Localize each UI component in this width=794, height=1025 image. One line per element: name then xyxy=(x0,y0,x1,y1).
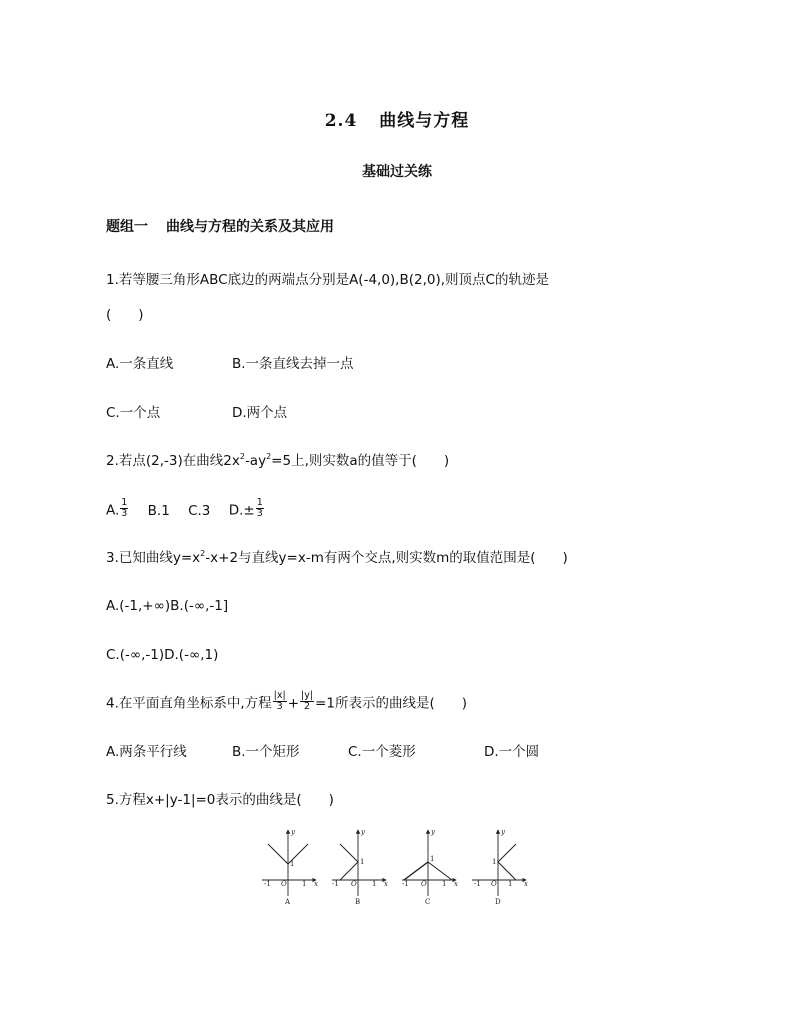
q2-option-c: C.3 xyxy=(188,502,211,519)
x-axis-label: x xyxy=(314,880,318,888)
q4-stem-part: =1所表示的曲线是( ) xyxy=(315,695,467,712)
q2-option-d-label: D.± xyxy=(228,502,255,519)
graph-option-label: B xyxy=(355,898,361,906)
x-tick-label: 1 xyxy=(372,880,377,888)
fraction-numerator: 1 xyxy=(121,497,128,508)
q4-option-d: D.一个圆 xyxy=(484,744,540,760)
q2-stem xyxy=(106,451,449,471)
origin-label: O xyxy=(351,880,357,888)
exercise-subtitle: 基础过关练 xyxy=(362,164,432,180)
q1-option-c: C.一个点 xyxy=(106,405,161,421)
y-tick-label: 1 xyxy=(430,855,435,863)
fraction-denominator: 3 xyxy=(121,508,128,519)
q1-stem: 1.若等腰三角形ABC底边的两端点分别是A(-4,0),B(2,0),则顶点C的轨迹是 xyxy=(106,272,549,288)
q2-stem-part: 2.若点(2,-3)在曲线2x xyxy=(106,453,240,469)
q5-graphs-svg xyxy=(258,824,536,906)
q2-option-d-fraction xyxy=(256,498,264,519)
curve-segment xyxy=(404,862,428,880)
graph-option-label: C xyxy=(425,898,431,906)
x-tick-label: 1 xyxy=(442,880,447,888)
q1-options-row-2 xyxy=(106,403,287,423)
q3-option-c: C.(-∞,-1) xyxy=(106,647,165,663)
x-tick-label: -1 xyxy=(264,880,271,888)
question-group-heading xyxy=(106,216,334,236)
y-axis-label: y xyxy=(501,828,505,836)
graph-d xyxy=(472,828,528,906)
curve xyxy=(340,844,358,880)
q2-exponent: 2 xyxy=(266,452,272,461)
q2-options xyxy=(106,497,265,521)
q3-stem xyxy=(106,548,568,568)
x-axis-label: x xyxy=(454,880,458,888)
x-tick-label: -1 xyxy=(332,880,339,888)
fraction-denominator: 2 xyxy=(304,701,311,712)
q2-option-a-label: A. xyxy=(106,502,120,519)
x-tick-label: 1 xyxy=(302,880,307,888)
fraction-numerator: 1 xyxy=(256,497,263,508)
x-axis-label: x xyxy=(384,880,388,888)
fraction-numerator: |x| xyxy=(273,690,286,701)
q3-options-row-2 xyxy=(106,645,218,665)
y-axis-label: y xyxy=(431,828,435,836)
y-tick-label: 1 xyxy=(360,858,365,866)
q3-option-a: A.(-1,+∞) xyxy=(106,598,171,614)
q3-stem-part: -x+2与直线y=x-m有两个交点,则实数m的取值范围是( ) xyxy=(205,550,568,566)
q2-stem-part: =5上,则实数a的值等于( ) xyxy=(271,453,450,469)
fraction-numerator: |y| xyxy=(301,690,314,701)
q4-fraction-y xyxy=(300,691,314,712)
graph-b xyxy=(332,828,388,906)
x-axis-label: x xyxy=(524,880,528,888)
x-tick-label: -1 xyxy=(402,880,409,888)
q1-option-a: A.一条直线 xyxy=(106,356,174,372)
plus-sign: + xyxy=(287,695,300,712)
graph-option-label: D xyxy=(495,898,501,906)
x-tick-label: 1 xyxy=(508,880,513,888)
graph-option-label: A xyxy=(285,898,291,906)
origin-label: O xyxy=(491,880,497,888)
group-label: 题组一 xyxy=(106,219,148,235)
q3-exponent: 2 xyxy=(200,549,206,558)
q2-option-a xyxy=(106,497,129,521)
q1-options-row-1 xyxy=(106,354,354,374)
fraction-denominator: 3 xyxy=(276,701,283,712)
section-title xyxy=(0,106,794,131)
y-tick-label: 1 xyxy=(290,860,295,868)
q2-exponent: 2 xyxy=(239,452,245,461)
section-title-text: 曲线与方程 xyxy=(379,111,470,131)
q4-fraction-x xyxy=(273,691,287,712)
q3-option-d: D.(-∞,1) xyxy=(164,647,219,663)
group-title: 曲线与方程的关系及其应用 xyxy=(166,219,334,235)
graph-c xyxy=(402,828,458,906)
q4-option-b: B.一个矩形 xyxy=(232,744,300,760)
q5-graph-options xyxy=(258,824,536,906)
q2-option-a-fraction xyxy=(120,498,128,519)
y-axis-label: y xyxy=(361,828,365,836)
q4-option-a: A.两条平行线 xyxy=(106,744,187,760)
q2-stem-part: -ay xyxy=(244,453,267,469)
y-tick-label: 1 xyxy=(492,858,497,866)
q1-answer-paren: ( ) xyxy=(106,307,144,323)
q2-option-b: B.1 xyxy=(147,502,170,519)
q1-option-d: D.两个点 xyxy=(232,405,288,421)
q4-options xyxy=(106,742,539,762)
q5-stem: 5.方程x+|y-1|=0表示的曲线是( ) xyxy=(106,792,334,808)
q4-option-c: C.一个菱形 xyxy=(348,744,416,760)
q3-stem-part: 3.已知曲线y=x xyxy=(106,550,201,566)
origin-label: O xyxy=(421,880,427,888)
q4-stem xyxy=(106,690,467,714)
curve xyxy=(498,844,516,880)
q2-option-d xyxy=(228,497,265,521)
y-axis-label: y xyxy=(291,828,295,836)
x-tick-label: -1 xyxy=(474,880,481,888)
q1-option-b: B.一条直线去掉一点 xyxy=(232,356,354,372)
q3-option-b: B.(-∞,-1] xyxy=(170,598,229,614)
graph-a xyxy=(262,828,318,906)
section-number: 2.4 xyxy=(324,111,358,131)
q4-stem-part: 4.在平面直角坐标系中,方程 xyxy=(106,695,272,712)
fraction-denominator: 3 xyxy=(256,508,263,519)
q3-options-row-1 xyxy=(106,596,228,616)
origin-label: O xyxy=(281,880,287,888)
